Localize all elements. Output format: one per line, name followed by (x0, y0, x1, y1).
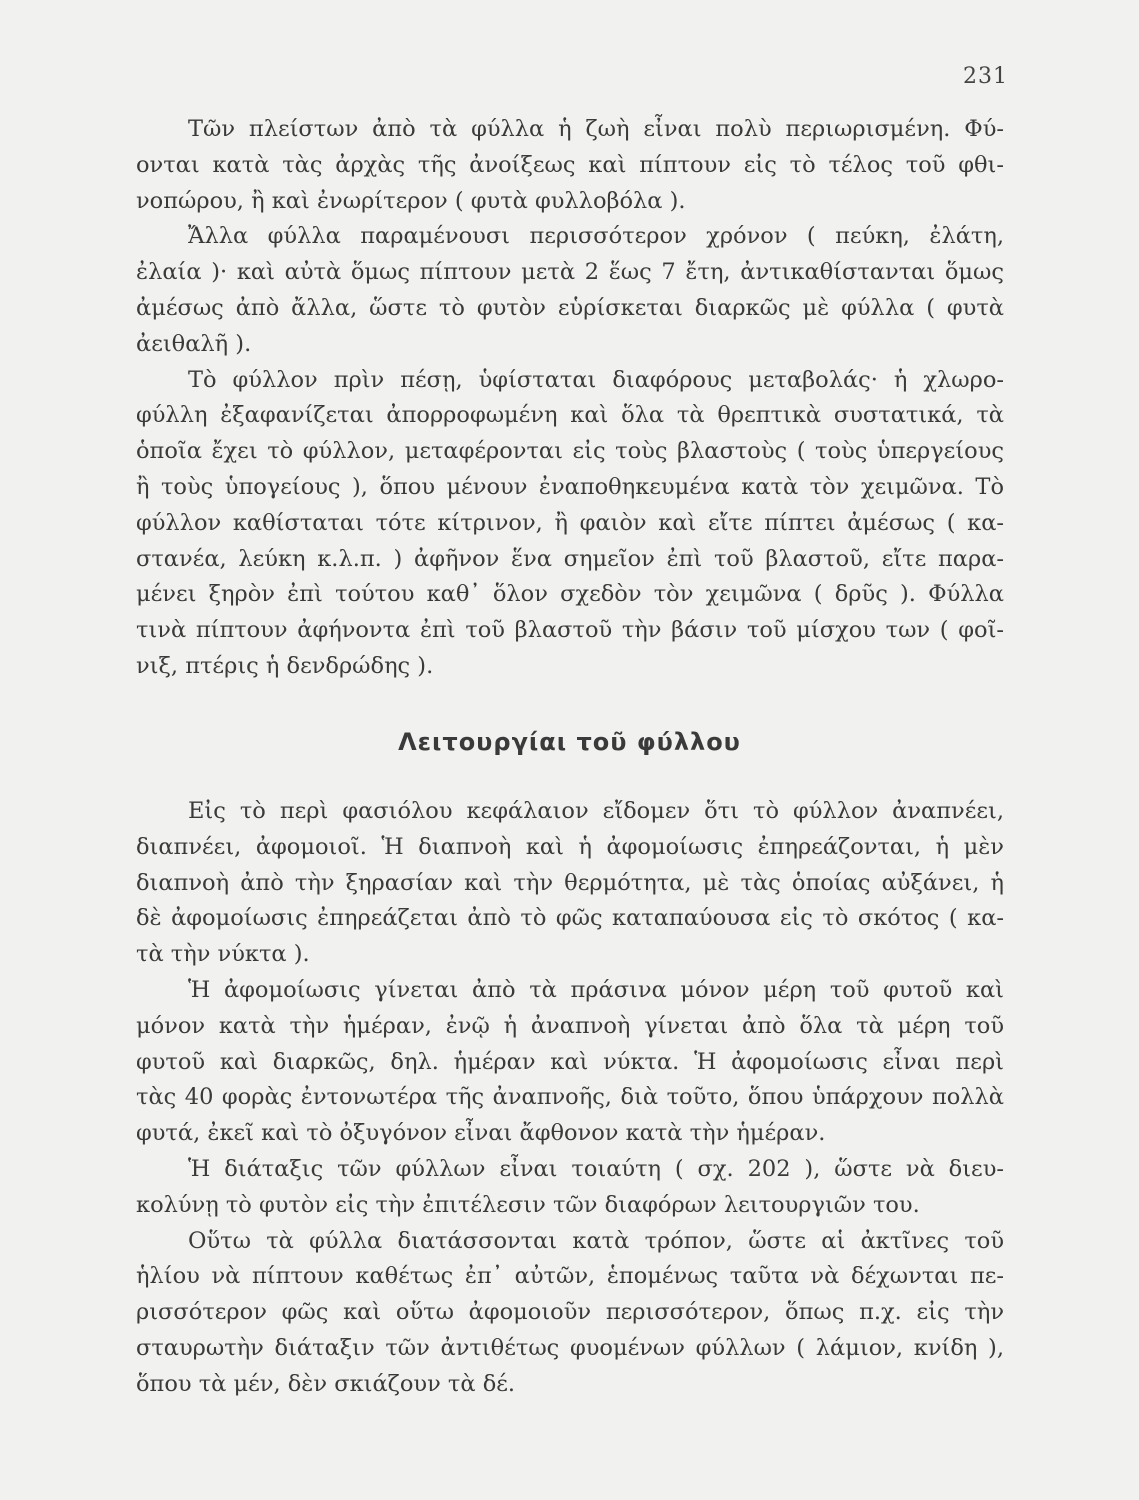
text-line: φύλλον καθίσταται τότε κίτρινον, ἢ φαιὸν καὶ εἴτε πίπτει ἀμέσως ( κα- (136, 509, 1004, 536)
text-line: τὰς 40 φορὰς ἐντονωτέρα τῆς ἀναπνοῆς, διὰ τοῦτο, ὅπου ὑπάρχουν πολλὰ (136, 1084, 1004, 1111)
text-line: φύλλη ἐξαφανίζεται ἀπορροφωμένη καὶ ὅλα τὰ θρεπτικὰ συστατικά, τὰ (136, 402, 1004, 429)
text-line: Ἡ διάταξις τῶν φύλλων εἶναι τοιαύτη ( σχ. 202 ), ὥστε νὰ διευ- (188, 1155, 1004, 1182)
page-number: 231 (963, 64, 1008, 89)
text-line: ἢ τοὺς ὑπογείους ), ὅπου μένουν ἐναποθηκευμένα κατὰ τὸν χειμῶνα. Τὸ (136, 473, 1004, 500)
paragraph (136, 794, 1004, 973)
text-line: ὅπου τὰ μέν, δὲν σκιάζουν τὰ δέ. (136, 1370, 516, 1397)
text-line: Τὸ φύλλον πρὶν πέσῃ, ὑφίσταται διαφόρους μεταβολάς· ἡ χλωρο- (188, 366, 1004, 393)
section-heading: Λειτουργίαι τοῦ φύλλου (398, 728, 741, 756)
text-line: κολύνῃ τὸ φυτὸν εἰς τὴν ἐπιτέλεσιν τῶν διαφόρων λειτουργιῶν του. (136, 1191, 920, 1218)
text-line: ρισσότερον φῶς καὶ οὕτω ἀφομοιοῦν περισσότερον, ὅπως π.χ. εἰς τὴν (136, 1299, 1004, 1326)
text-line: τὰ τὴν νύκτα ). (136, 941, 310, 968)
section-body-leaf-functions (136, 794, 1004, 1403)
text-line: φυτά, ἐκεῖ καὶ τὸ ὀξυγόνον εἶναι ἄφθονον κατὰ τὴν ἡμέραν. (136, 1120, 826, 1147)
text-line: μόνον κατὰ τὴν ἡμέραν, ἐνῷ ἡ ἀναπνοὴ γίνεται ἀπὸ ὅλα τὰ μέρη τοῦ (136, 1012, 1004, 1039)
text-line: στανέα, λεύκη κ.λ.π. ) ἀφῆνον ἕνα σημεῖον ἐπὶ τοῦ βλαστοῦ, εἴτε παρα- (136, 545, 1004, 572)
text-line: Τῶν πλείστων ἀπὸ τὰ φύλλα ἡ ζωὴ εἶναι πολὺ περιωρισμένη. Φύ- (188, 116, 1004, 142)
paragraph (136, 1224, 1004, 1403)
text-line: διαπνέει, ἀφομοιοῖ. Ἡ διαπνοὴ καὶ ἡ ἀφομοίωσις ἐπηρεάζονται, ἡ μὲν (136, 833, 1004, 860)
text-line: ἐλαία )· καὶ αὐτὰ ὅμως πίπτουν μετὰ 2 ἕως 7 ἔτη, ἀντικαθίστανται ὅμως (136, 259, 1004, 286)
paragraph (136, 363, 1004, 685)
section-body-leaf-lifespan (136, 112, 1004, 685)
text-line: Εἰς τὸ περὶ φασιόλου κεφάλαιον εἴδομεν ὅτι τὸ φύλλον ἀναπνέει, (188, 798, 1004, 824)
text-line: Ἡ ἀφομοίωσις γίνεται ἀπὸ τὰ πράσινα μόνον μέρη τοῦ φυτοῦ καὶ (188, 976, 1004, 1003)
text-line: δὲ ἀφομοίωσις ἐπηρεάζεται ἀπὸ τὸ φῶς καταπαύουσα εἰς τὸ σκότος ( κα- (136, 905, 1004, 932)
text-line: Οὕτω τὰ φύλλα διατάσσονται κατὰ τρόπον, ὥστε αἱ ἀκτῖνες τοῦ (188, 1227, 1004, 1254)
text-line: ονται κατὰ τὰς ἀρχὰς τῆς ἀνοίξεως καὶ πίπτουν εἰς τὸ τέλος τοῦ φθι- (136, 151, 1004, 178)
text-line: νιξ, πτέρις ἡ δενδρώδης ). (136, 652, 434, 679)
paragraph (136, 1152, 1004, 1224)
text-line: ὁποῖα ἔχει τὸ φύλλον, μεταφέρονται εἰς τοὺς βλαστοὺς ( τοὺς ὑπεργείους (136, 438, 1004, 465)
text-line: ἀειθαλῆ ). (136, 330, 252, 357)
text-line: σταυρωτὴν διάταξιν τῶν ἀντιθέτως φυομένων φύλλων ( λάμιον, κνίδη ), (136, 1334, 1004, 1361)
text-line: φυτοῦ καὶ διαρκῶς, δηλ. ἡμέραν καὶ νύκτα. Ἡ ἀφομοίωσις εἶναι περὶ (136, 1048, 1004, 1075)
text-line: ἀμέσως ἀπὸ ἄλλα, ὥστε τὸ φυτὸν εὑρίσκεται διαρκῶς μὲ φύλλα ( φυτὰ (136, 294, 1004, 321)
paragraph (136, 112, 1004, 219)
text-line: νοπώρου, ἢ καὶ ἐνωρίτερον ( φυτὰ φυλλοβόλα ). (136, 187, 686, 214)
text-line: τινὰ πίπτουν ἀφήνοντα ἐπὶ τοῦ βλαστοῦ τὴν βάσιν τοῦ μίσχου των ( φοῖ- (136, 617, 1004, 644)
paragraph (136, 219, 1004, 362)
text-line: ἡλίου νὰ πίπτουν καθέτως ἐπ᾿ αὐτῶν, ἑπομένως ταῦτα νὰ δέχωνται πε- (136, 1263, 1004, 1290)
paragraph (136, 973, 1004, 1152)
text-line: μένει ξηρὸν ἐπὶ τούτου καθ᾿ ὅλον σχεδὸν τὸν χειμῶνα ( δρῦς ). Φύλλα (136, 581, 1004, 608)
text-line: Ἄλλα φύλλα παραμένουσι περισσότερον χρόνον ( πεύκη, ἐλάτη, (188, 223, 1004, 250)
text-line: διαπνοὴ ἀπὸ τὴν ξηρασίαν καὶ τὴν θερμότητα, μὲ τὰς ὁποίας αὐξάνει, ἡ (136, 869, 1004, 896)
